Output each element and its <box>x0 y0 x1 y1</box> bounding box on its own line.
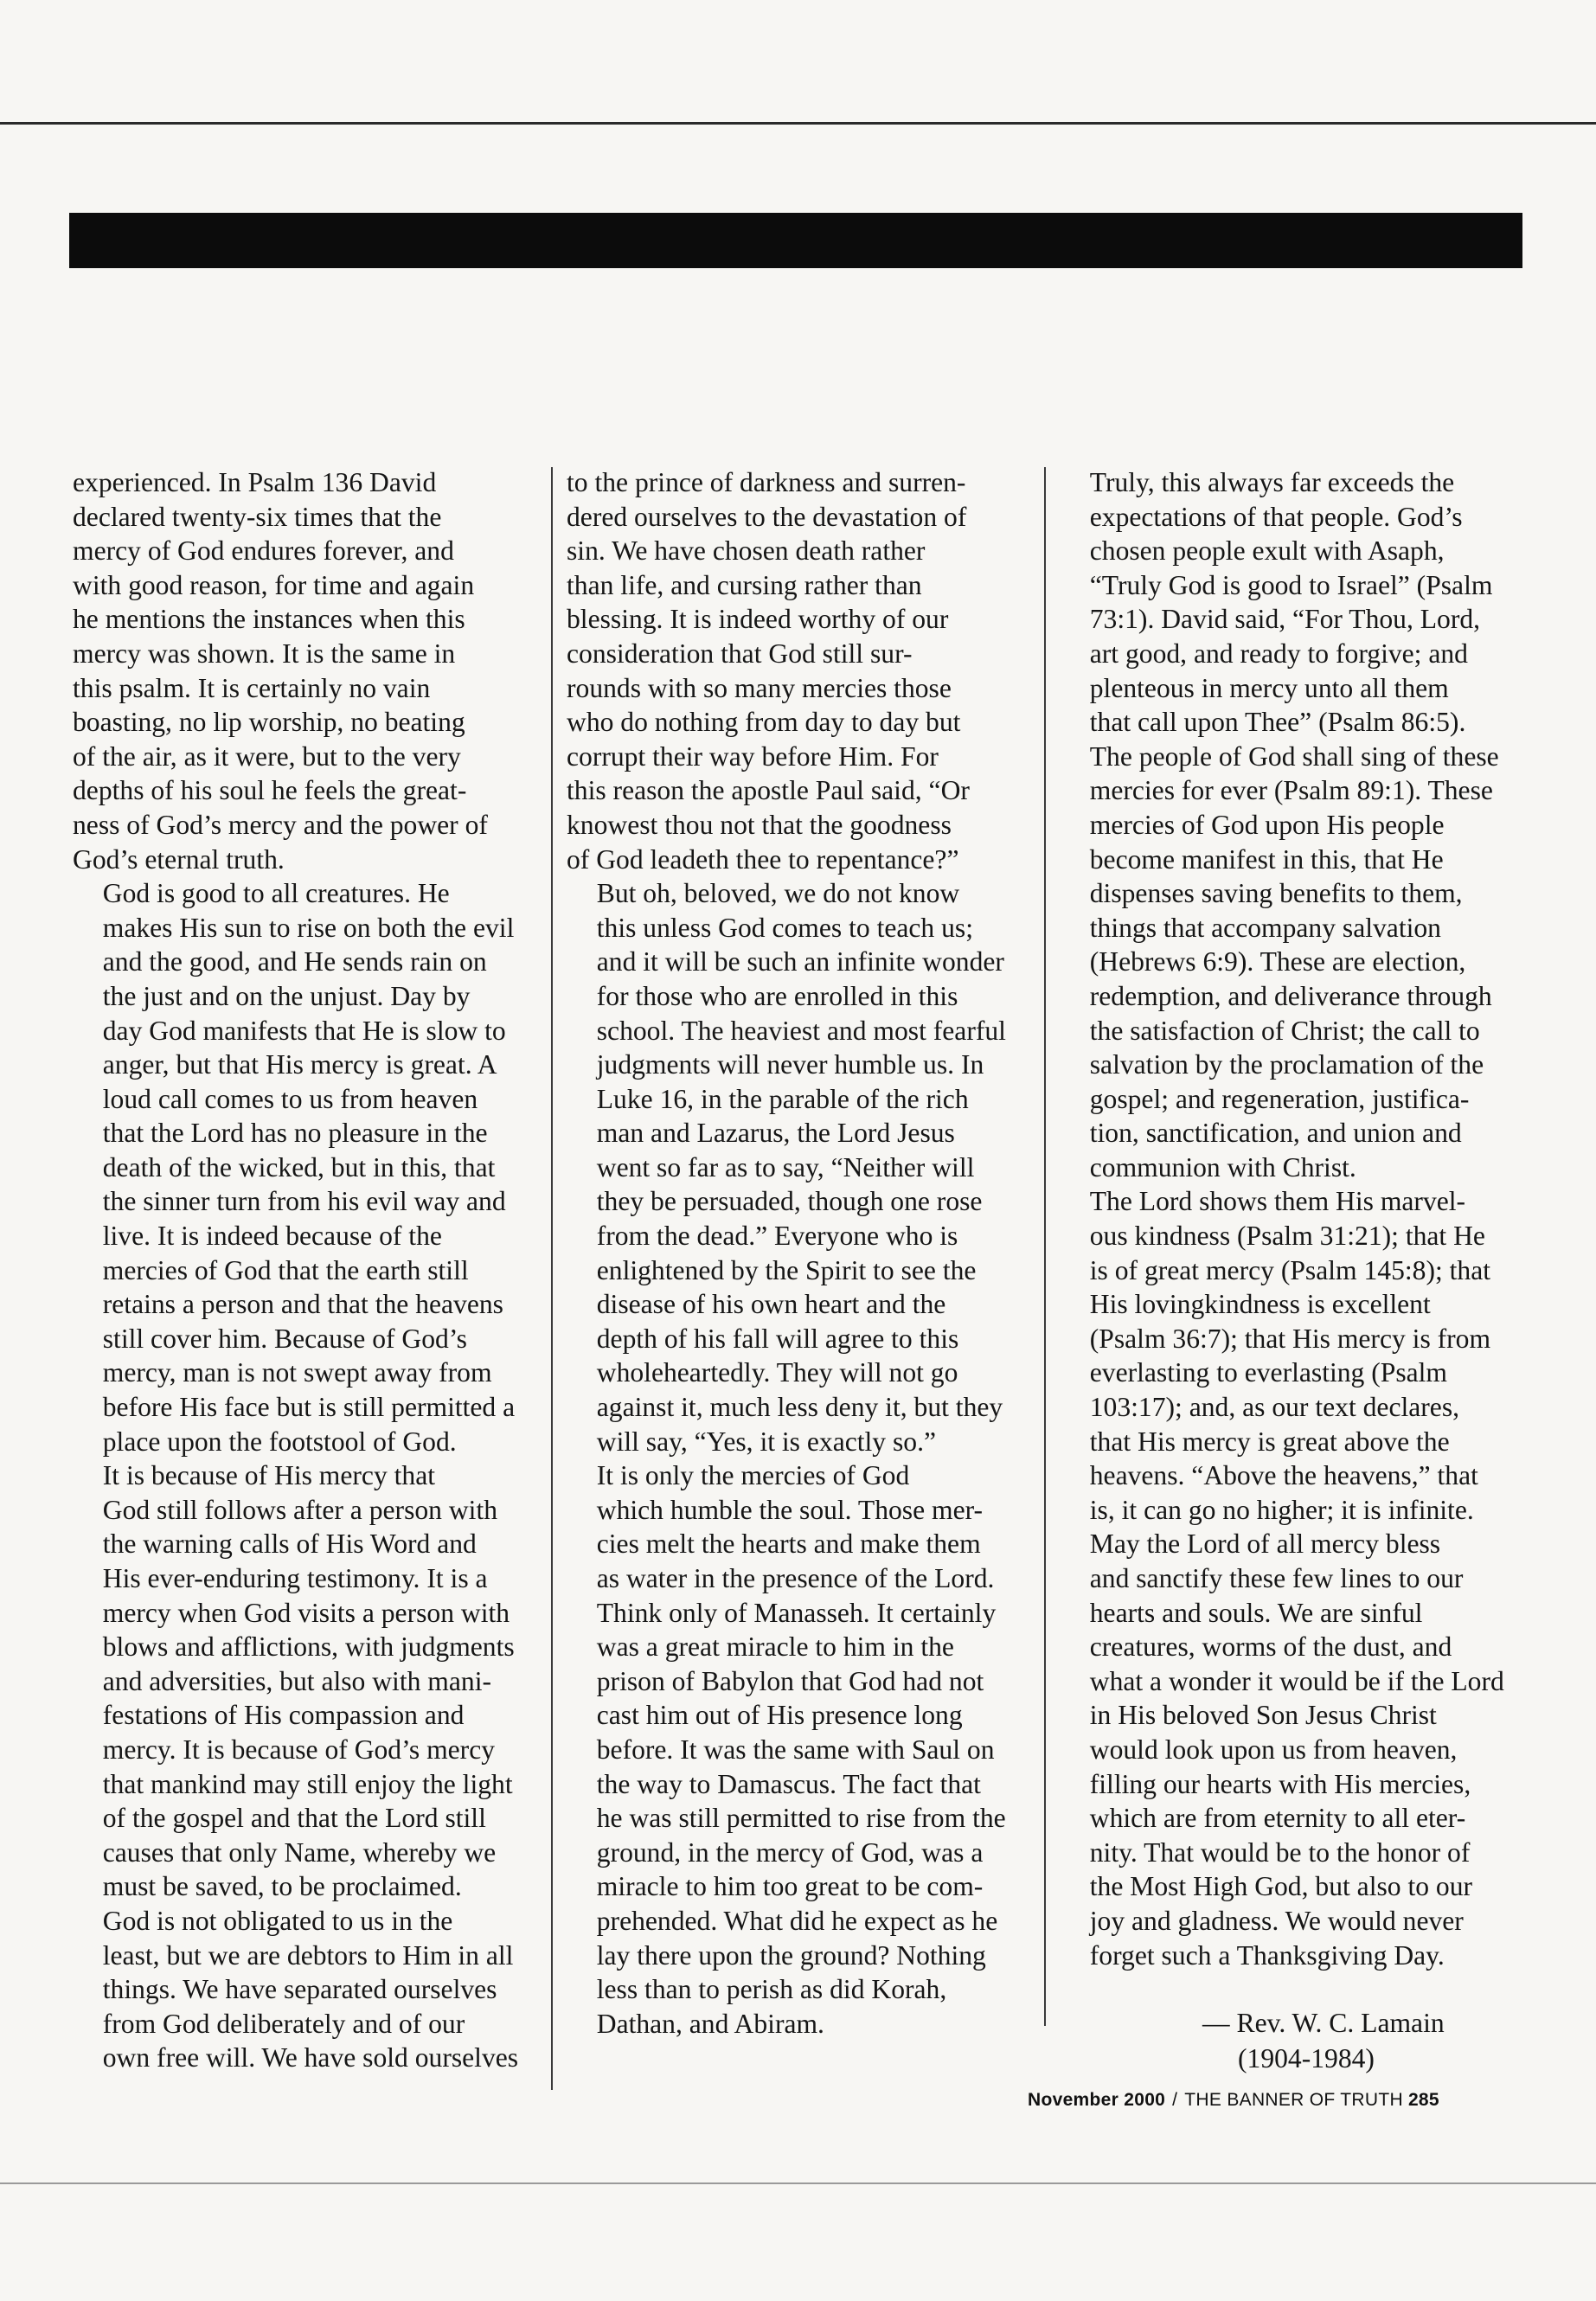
text-line: still cover him. Because of God’s <box>102 1323 467 1354</box>
paragraph <box>73 1904 544 2075</box>
text-line: salvation by the proclamation of the <box>1089 1049 1484 1080</box>
text-line: mercies of God upon His people <box>1089 809 1445 840</box>
text-line: makes His sun to rise on both the evil <box>102 912 515 943</box>
text-line: they be persuaded, though one rose <box>596 1186 983 1217</box>
text-line: went so far as to say, “Neither will <box>596 1151 975 1183</box>
text-line: disease of his own heart and the <box>596 1289 946 1320</box>
text-line: festations of His compassion and <box>102 1700 465 1731</box>
text-line: redemption, and deliverance through <box>1089 980 1492 1011</box>
top-rule <box>0 122 1596 125</box>
text-line: sin. We have chosen death rather <box>567 535 926 567</box>
text-line: that His mercy is great above the <box>1089 1426 1450 1457</box>
text-line: Truly, this always far exceeds the <box>1089 467 1455 497</box>
text-line: lay there upon the ground? Nothing <box>596 1939 986 1971</box>
text-line: mercies for ever (Psalm 89:1). These <box>1089 775 1493 806</box>
text-line: what a wonder it would be if the Lord <box>1089 1665 1504 1696</box>
text-line: and sanctify these few lines to our <box>1089 1563 1464 1593</box>
text-line: must be saved, to be proclaimed. <box>102 1871 462 1902</box>
text-line: that call upon Thee” (Psalm 86:5). <box>1089 707 1466 738</box>
text-line: this psalm. It is certainly no vain <box>73 672 431 703</box>
text-line: chosen people exult with Asaph, <box>1089 535 1445 567</box>
text-line: blessing. It is indeed worthy of our <box>567 604 949 635</box>
text-line: filling our hearts with His mercies, <box>1089 1768 1471 1799</box>
text-line: heavens. “Above the heavens,” that <box>1089 1460 1478 1491</box>
text-line: miracle to him too great to be com- <box>596 1871 984 1902</box>
text-line: least, but we are debtors to Him in all <box>102 1939 514 1971</box>
text-line: blows and afflictions, with judgments <box>102 1631 515 1663</box>
text-line: mercies of God that the earth still <box>102 1254 469 1285</box>
column-divider-1 <box>551 467 553 2090</box>
text-line: the warning calls of His Word and <box>102 1529 477 1560</box>
paragraph <box>1060 465 1531 1184</box>
text-line: plenteous in mercy unto all them <box>1089 672 1449 703</box>
paragraph <box>567 1458 1038 2041</box>
text-line: for those who are enrolled in this <box>596 980 958 1011</box>
text-line: that mankind may still enjoy the light <box>102 1768 513 1799</box>
text-line: God is not obligated to us in the <box>102 1905 453 1936</box>
text-line: gospel; and regeneration, justifica- <box>1089 1083 1470 1114</box>
text-line: of the air, as it were, but to the very <box>73 740 461 772</box>
text-line: mercy, man is not swept away from <box>102 1357 492 1388</box>
text-line: will say, “Yes, it is exactly so.” <box>596 1426 937 1457</box>
paragraph <box>73 1458 544 1904</box>
text-line: Dathan, and Abiram. <box>596 2008 824 2039</box>
text-line: God is good to all creatures. He <box>102 878 450 909</box>
text-line: to the prince of darkness and surren- <box>567 467 966 497</box>
text-line: causes that only Name, whereby we <box>102 1836 497 1868</box>
text-line: death of the wicked, but in this, that <box>102 1151 496 1183</box>
text-line: he mentions the instances when this <box>73 604 465 635</box>
text-line: he was still permitted to rise from the <box>596 1803 1006 1834</box>
text-line: is of great mercy (Psalm 145:8); that <box>1089 1254 1491 1285</box>
text-line: mercy of God endures forever, and <box>73 535 454 567</box>
text-line: rounds with so many mercies those <box>567 672 952 703</box>
text-line: things. We have separated ourselves <box>102 1974 497 2005</box>
text-line: school. The heaviest and most fearful <box>596 1015 1006 1046</box>
article-column-3 <box>1060 465 1531 1972</box>
text-line: (Hebrews 6:9). These are election, <box>1089 946 1466 977</box>
text-line: prison of Babylon that God had not <box>596 1665 984 1696</box>
text-line: forget such a Thanksgiving Day. <box>1089 1939 1445 1971</box>
text-line: everlasting to everlasting (Psalm <box>1089 1357 1447 1388</box>
paragraph <box>567 876 1038 1458</box>
text-line: from God deliberately and of our <box>102 2008 465 2039</box>
text-line: who do nothing from day to day but <box>567 707 961 738</box>
author-name: — Rev. W. C. Lamain <box>1202 2008 1445 2038</box>
footer-date: November 2000 <box>1028 2090 1166 2110</box>
paragraph <box>73 465 544 876</box>
text-line: communion with Christ. <box>1089 1151 1356 1183</box>
text-line: knowest thou not that the goodness <box>567 809 952 840</box>
text-line: man and Lazarus, the Lord Jesus <box>596 1118 955 1149</box>
text-line: of the gospel and that the Lord still <box>102 1803 486 1834</box>
paragraph <box>567 465 1038 876</box>
text-line: the satisfaction of Christ; the call to <box>1089 1015 1480 1046</box>
text-line: loud call comes to us from heaven <box>102 1083 478 1114</box>
text-line: retains a person and that the heavens <box>102 1289 503 1320</box>
text-line: the just and on the unjust. Day by <box>102 980 471 1011</box>
text-line: which are from eternity to all eter- <box>1089 1803 1466 1834</box>
text-line: depth of his fall will agree to this <box>596 1323 959 1354</box>
text-line: of God leadeth thee to repentance?” <box>567 843 959 875</box>
text-line: live. It is indeed because of the <box>102 1221 442 1252</box>
text-line: depths of his soul he feels the great- <box>73 775 467 806</box>
text-line: than life, and cursing rather than <box>567 569 922 600</box>
text-line: Think only of Manasseh. It certainly <box>596 1597 997 1628</box>
text-line: this reason the apostle Paul said, “Or <box>567 775 970 806</box>
header-black-bar <box>69 213 1522 268</box>
text-line: mercy was shown. It is the same in <box>73 638 456 669</box>
text-line: prehended. What did he expect as he <box>596 1905 998 1936</box>
text-line: God’s eternal truth. <box>73 843 285 875</box>
text-line: corrupt their way before Him. For <box>567 740 939 772</box>
text-line: nity. That would be to the honor of <box>1089 1836 1471 1868</box>
text-line: boasting, no lip worship, no beating <box>73 707 465 738</box>
text-line: 73:1). David said, “For Thou, Lord, <box>1089 604 1481 635</box>
text-line: experienced. In Psalm 136 David <box>73 467 437 497</box>
text-line: and adversities, but also with mani- <box>102 1665 491 1696</box>
text-line: anger, but that His mercy is great. A <box>102 1049 497 1080</box>
article-column-1 <box>73 465 544 2075</box>
text-line: this unless God comes to teach us; <box>596 912 973 943</box>
text-line: art good, and ready to forgive; and <box>1089 638 1468 669</box>
paragraph <box>73 876 544 1458</box>
text-line: God still follows after a person with <box>102 1494 498 1525</box>
text-line: mercy. It is because of God’s mercy <box>102 1734 496 1765</box>
text-line: mercy when God visits a person with <box>102 1597 510 1628</box>
text-line: is, it can go no higher; it is infinite. <box>1089 1494 1474 1525</box>
text-line: day God manifests that He is slow to <box>102 1015 506 1046</box>
text-line: the Most High God, but also to our <box>1089 1871 1473 1902</box>
text-line: less than to perish as did Korah, <box>596 1974 947 2005</box>
text-line: declared twenty-six times that the <box>73 501 442 532</box>
text-line: dispenses saving benefits to them, <box>1089 878 1463 909</box>
text-line: dered ourselves to the devastation of <box>567 501 967 532</box>
text-line: in His beloved Son Jesus Christ <box>1089 1700 1437 1731</box>
text-line: and it will be such an infinite wonder <box>596 946 1004 977</box>
footer-publication: THE BANNER OF TRUTH <box>1184 2090 1403 2110</box>
text-line: wholeheartedly. They will not go <box>596 1357 958 1388</box>
text-line: ground, in the mercy of God, was a <box>596 1836 984 1868</box>
text-line: as water in the presence of the Lord. <box>596 1563 995 1593</box>
text-line: become manifest in this, that He <box>1089 843 1444 875</box>
text-line: expectations of that people. God’s <box>1089 501 1463 532</box>
text-line: His ever-enduring testimony. It is a <box>102 1563 488 1593</box>
text-line: The Lord shows them His marvel- <box>1089 1186 1466 1217</box>
article-column-2 <box>567 465 1038 2041</box>
paragraph <box>1060 1527 1531 1972</box>
text-line: tion, sanctification, and union and <box>1089 1118 1462 1149</box>
text-line: cies melt the hearts and make them <box>596 1529 981 1560</box>
text-line: before His face but is still permitted a <box>102 1392 516 1423</box>
text-line: was a great miracle to him in the <box>596 1631 954 1663</box>
footer-separator: / <box>1172 2090 1178 2110</box>
text-line: It is only the mercies of God <box>596 1460 910 1491</box>
text-line: consideration that God still sur- <box>567 638 913 669</box>
text-line: with good reason, for time and again <box>73 569 475 600</box>
text-line: would look upon us from heaven, <box>1089 1734 1458 1765</box>
text-line: the sinner turn from his evil way and <box>102 1186 506 1217</box>
text-line: that the Lord has no pleasure in the <box>102 1118 488 1149</box>
text-line: creatures, worms of the dust, and <box>1089 1631 1452 1663</box>
text-line: It is because of His mercy that <box>102 1460 436 1491</box>
text-line: which humble the soul. Those mer- <box>596 1494 984 1525</box>
text-line: and the good, and He sends rain on <box>102 946 487 977</box>
text-line: His lovingkindness is excellent <box>1089 1289 1431 1320</box>
text-line: ous kindness (Psalm 31:21); that He <box>1089 1221 1485 1252</box>
text-line: Luke 16, in the parable of the rich <box>596 1083 969 1114</box>
text-line: But oh, beloved, we do not know <box>596 878 960 909</box>
text-line: from the dead.” Everyone who is <box>596 1221 958 1252</box>
page-number: 285 <box>1407 2090 1439 2110</box>
text-line: hearts and souls. We are sinful <box>1089 1597 1423 1628</box>
author-dates: (1904-1984) <box>1238 2043 1375 2073</box>
author-signature <box>1060 2005 1531 2076</box>
text-line: joy and gladness. We would never <box>1089 1905 1464 1936</box>
text-line: (Psalm 36:7); that His mercy is from <box>1089 1323 1491 1354</box>
text-line: the way to Damascus. The fact that <box>596 1768 981 1799</box>
text-line: before. It was the same with Saul on <box>596 1734 995 1765</box>
text-line: 103:17); and, as our text declares, <box>1089 1392 1460 1423</box>
text-line: enlightened by the Spirit to see the <box>596 1254 977 1285</box>
text-line: “Truly God is good to Israel” (Psalm <box>1089 569 1493 600</box>
text-line: against it, much less deny it, but they <box>596 1392 1003 1423</box>
page-footer <box>1028 2090 1529 2111</box>
text-line: cast him out of His presence long <box>596 1700 963 1731</box>
text-line: own free will. We have sold ourselves <box>102 2042 519 2073</box>
text-line: things that accompany salvation <box>1089 912 1441 943</box>
text-line: ness of God’s mercy and the power of <box>73 809 488 840</box>
paragraph <box>1060 1184 1531 1527</box>
text-line: judgments will never humble us. In <box>596 1049 984 1080</box>
column-divider-2 <box>1044 467 1046 2026</box>
text-line: May the Lord of all mercy bless <box>1089 1529 1441 1560</box>
bottom-rule <box>0 2182 1596 2184</box>
text-line: The people of God shall sing of these <box>1089 740 1499 772</box>
text-line: place upon the footstool of God. <box>102 1426 457 1457</box>
